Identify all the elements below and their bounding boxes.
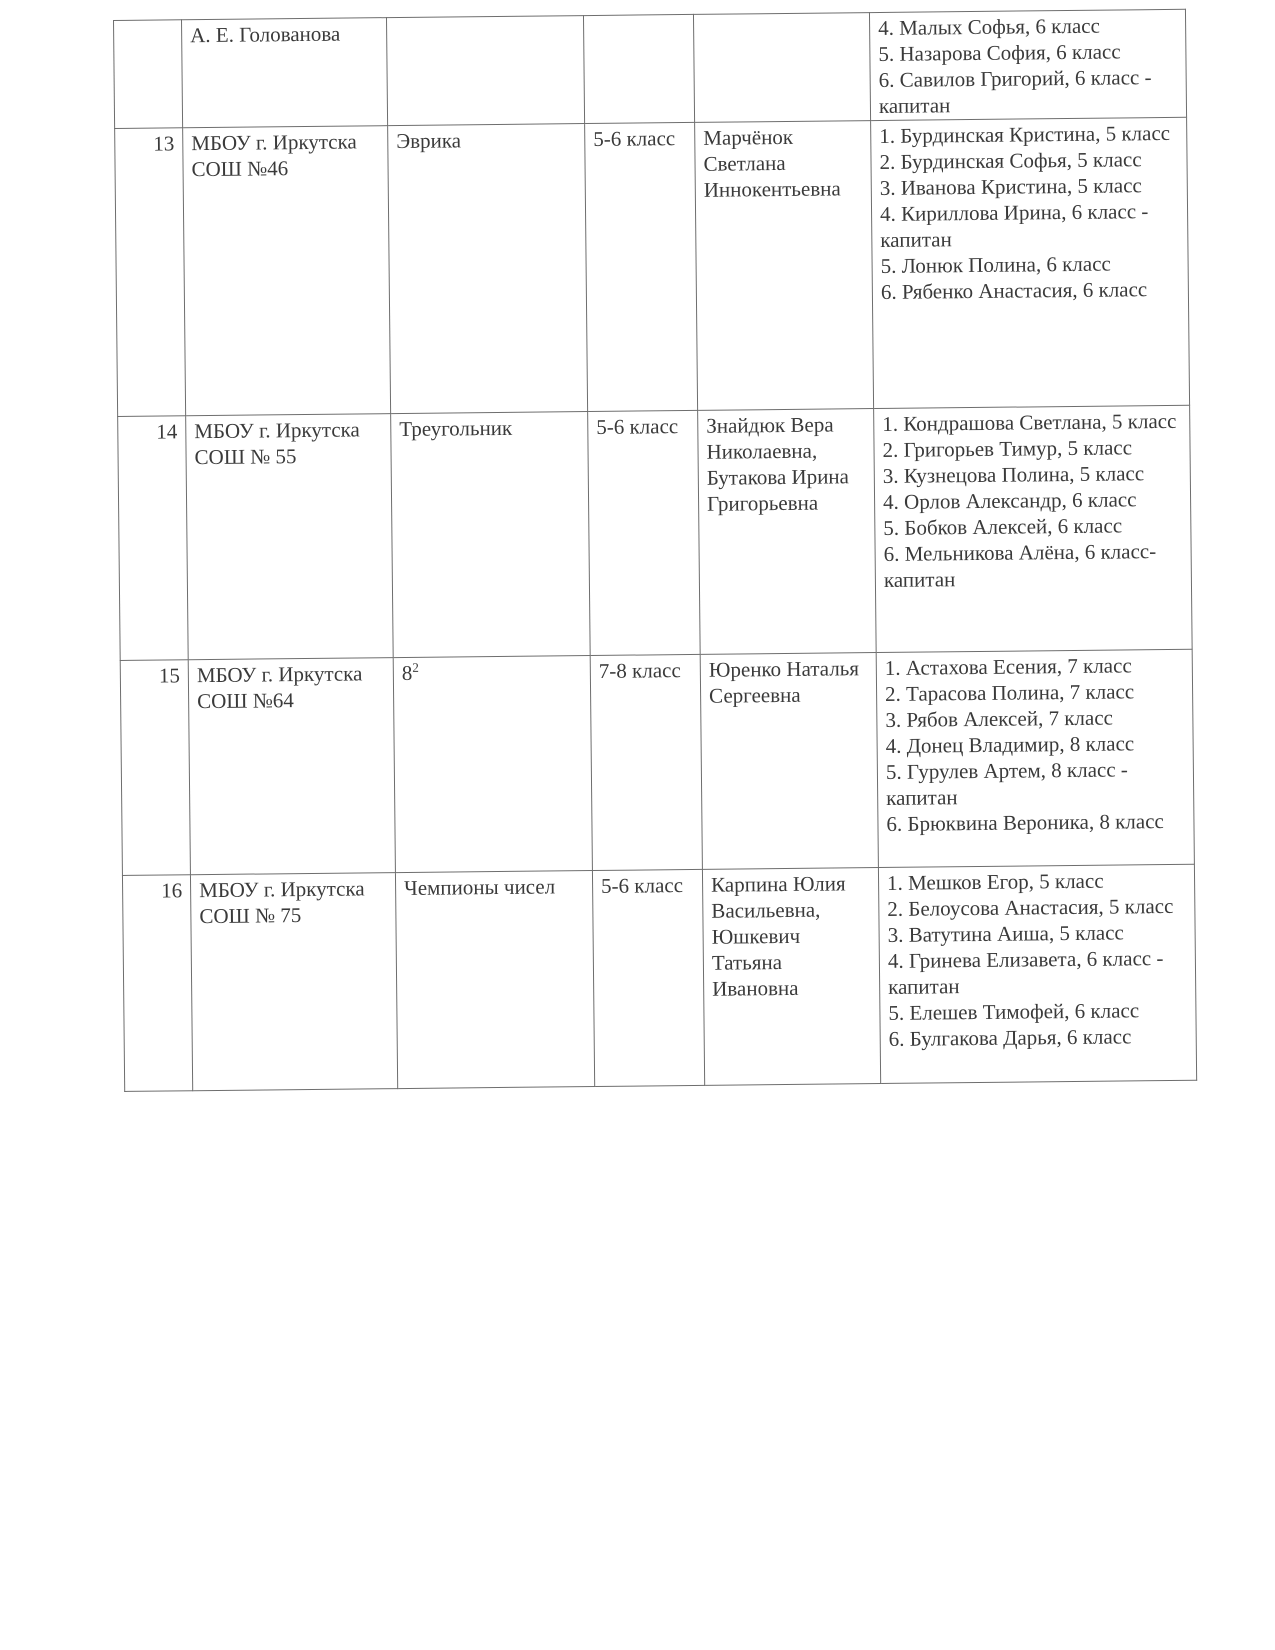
teams-table: [113, 9, 1197, 1092]
player-entry: 5. Бобков Алексей, 6 класс: [883, 513, 1123, 540]
team-name-cell: [393, 656, 592, 873]
player-entry: 4. Гринева Елизавета, 6 класс - капитан: [887, 946, 1164, 999]
grade-cell: 7-8 класс: [590, 654, 702, 870]
school-cell: МБОУ г. Иркутска СОШ № 55: [186, 414, 394, 660]
school-cell: МБОУ г. Иркутска СОШ №46: [183, 126, 391, 416]
team-name-base: 8: [401, 660, 413, 686]
team-name-cell: Чемпионы чисел: [395, 871, 594, 1089]
players-cell: [876, 649, 1194, 867]
grade-cell: [583, 14, 694, 123]
player-entry: 5. Елешев Тимофей, 6 класс: [888, 998, 1140, 1025]
grade-cell: 5-6 класс: [588, 410, 701, 655]
grade-cell: 5-6 класс: [592, 869, 704, 1086]
row-number: 14: [118, 416, 189, 661]
player-entry: 1. Кондрашова Светлана, 5 класс: [882, 408, 1177, 436]
player-entry: 6. Брюквина Вероника, 8 класс: [886, 809, 1164, 836]
player-entry: 2. Тарасова Полина, 7 класс: [884, 679, 1135, 706]
player-entry: 3. Кузнецова Полина, 5 класс: [882, 461, 1145, 488]
player-entry: 6. Рябенко Анастасия, 6 класс: [880, 277, 1148, 304]
leader-cell: Юренко Наталья Сергеевна: [700, 653, 878, 870]
player-entry: 3. Ватутина Аиша, 5 класс: [887, 920, 1124, 947]
row-number: 15: [120, 660, 190, 876]
row-number: 16: [122, 875, 192, 1092]
players-cell: [874, 405, 1193, 652]
school-cell: А. Е. Голованова: [182, 18, 388, 128]
player-entry: 4. Орлов Александр, 6 класс: [882, 487, 1137, 514]
player-entry: 2. Григорьев Тимур, 5 класс: [882, 435, 1133, 462]
player-entry: 4. Малых Софья, 6 класс: [877, 13, 1101, 40]
team-name-cell: Эврика: [388, 124, 588, 414]
leader-cell: [693, 13, 870, 123]
player-entry: 4. Кириллова Ирина, 6 класс - капитан: [879, 199, 1149, 252]
row-number: 13: [115, 128, 186, 417]
player-entry: 4. Донец Владимир, 8 класс: [885, 731, 1135, 758]
table-row: [114, 9, 1187, 128]
player-entry: 3. Рябов Алексей, 7 класс: [885, 705, 1114, 732]
player-entry: 5. Лонюк Полина, 6 класс: [880, 251, 1111, 278]
row-number: [114, 20, 183, 129]
player-entry: 2. Бурдинская Софья, 5 класс: [879, 147, 1142, 174]
table-row: [120, 649, 1194, 875]
player-entry: 5. Назарова София, 6 класс: [878, 39, 1121, 66]
table-row: [115, 117, 1190, 416]
grade-cell: 5-6 класс: [585, 122, 698, 411]
player-entry: 5. Гурулев Артем, 8 класс - капитан: [885, 757, 1128, 810]
player-entry: 1. Бурдинская Кристина, 5 класс: [879, 120, 1171, 148]
player-entry: 3. Иванова Кристина, 5 класс: [879, 173, 1142, 200]
player-entry: 6. Булгакова Дарья, 6 класс: [888, 1024, 1132, 1051]
players-cell: [869, 9, 1186, 120]
player-entry: 2. Белоусова Анастасия, 5 класс: [887, 893, 1174, 921]
player-entry: 6. Мельникова Алёна, 6 класс- капитан: [883, 539, 1157, 592]
players-cell: [878, 864, 1196, 1083]
team-name-cell: [386, 16, 584, 126]
player-entry: 6. Савилов Григорий, 6 класс - капитан: [878, 65, 1152, 118]
table-row: [122, 864, 1196, 1091]
leader-cell: Марчёнок Светлана Иннокентьевна: [695, 121, 874, 411]
table-row: [118, 405, 1192, 660]
school-cell: МБОУ г. Иркутска СОШ №64: [188, 658, 395, 875]
player-entry: 1. Мешков Егор, 5 класс: [886, 868, 1104, 895]
leader-cell: Знайдюк Вера Николаевна, Бутакова Ирина Григорьевна: [698, 409, 877, 655]
players-cell: [871, 117, 1190, 408]
team-name-exponent: 2: [412, 659, 419, 675]
leader-cell: Карпина Юлия Васильевна, Юшкевич Татьяна Ивановна: [702, 868, 880, 1086]
team-name-cell: Треугольник: [391, 412, 591, 658]
player-entry: 1. Астахова Есения, 7 класс: [884, 653, 1132, 680]
school-cell: МБОУ г. Иркутска СОШ № 75: [190, 873, 397, 1091]
